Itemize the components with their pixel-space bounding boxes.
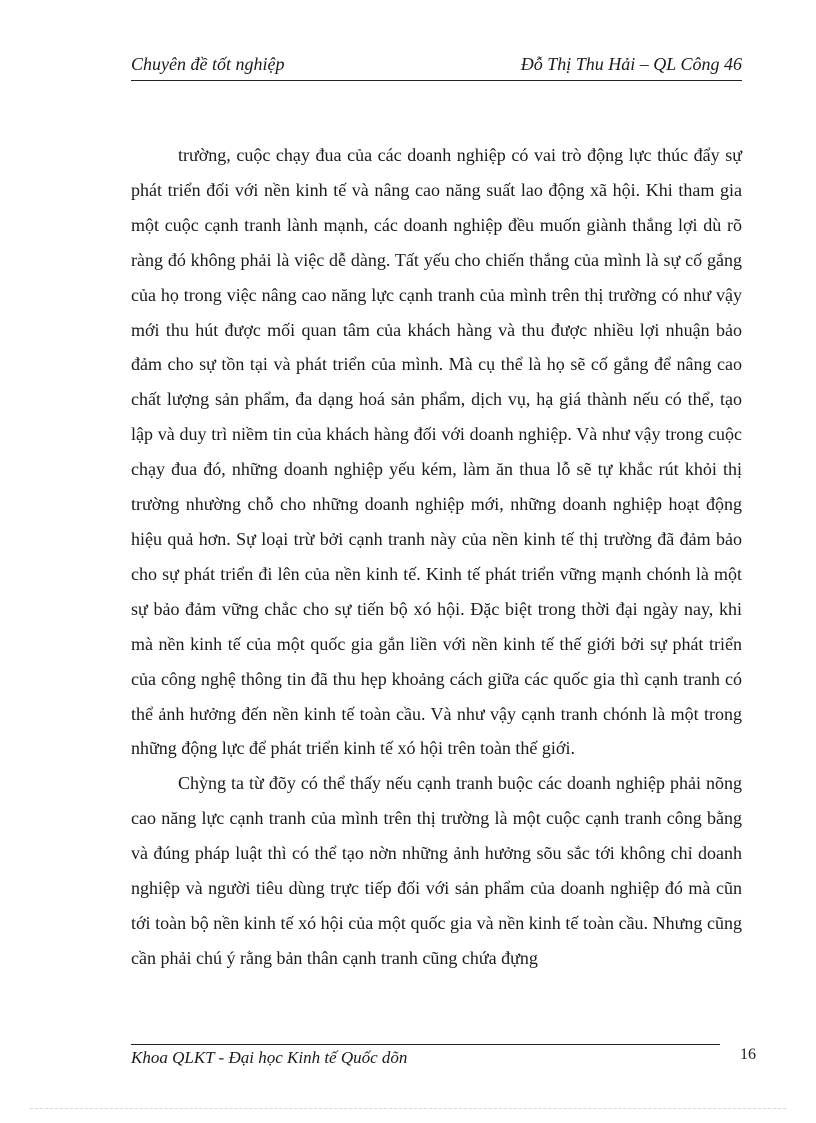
page-bottom-divider [30,1108,786,1109]
body-text [131,138,742,976]
footer-faculty: Khoa QLKT - Đại học Kinh tế Quốc dõn [131,1048,408,1067]
page-header [131,50,742,81]
page-number: 16 [740,1046,756,1063]
paragraph: Chỳng ta từ đõy có thể thấy nếu cạnh tranh buộc các doanh nghiệp phải nõng cao năng lực cạnh tranh của mình trên thị trường là một cuộc cạnh tranh công bằng và đúng pháp luật thì có thể tạo nờn những ảnh hưởng sõu sắc tới không chỉ doanh nghiệp và người tiêu dùng trực tiếp đối với sản phẩm của doanh nghiệp đó mà cũn tới toàn bộ nền kinh tế xó hội của một quốc gia và nền kinh tế toàn cầu. Nhưng cũng cần phải chú ý rằng bản thân cạnh tranh cũng chứa đựng [131,773,742,968]
paragraph: trường, cuộc chạy đua của các doanh nghiệp có vai trò động lực thúc đẩy sự phát triển đối với nền kinh tế và nâng cao năng suất lao động xã hội. Khi tham gia một cuộc cạnh tranh lành mạnh, các doanh nghiệp đều muốn giành thắng lợi dù rõ ràng đó không phải là việc dễ dàng. Tất yếu cho chiến thắng của mình là sự cố gắng của họ trong việc nâng cao năng lực cạnh tranh của mình trên thị trường có như vậy mới thu hút được mối quan tâm của khách hàng và thu được nhiều lợi nhuận bảo đảm cho sự tồn tại và phát triển của mình. Mà cụ thể là họ sẽ cố gắng để nâng cao chất lượng sản phẩm, đa dạng hoá sản phẩm, dịch vụ, hạ giá thành nếu có thể, tạo lập và duy trì niềm tin của khách hàng đối với doanh nghiệp. Và như vậy trong cuộc chạy đua đó, những doanh nghiệp yếu kém, làm ăn thua lỗ sẽ tự khắc rút khỏi thị trường nhường chỗ cho những doanh nghiệp mới, những doanh nghiệp hoạt động hiệu quả hơn. Sự loại trừ bởi cạnh tranh này của nền kinh tế thị trường đã đảm bảo cho sự phát triển đi lên của nền kinh tế. Kinh tế phát triển vững mạnh chónh là một sự bảo đảm vững chắc cho sự tiến bộ xó hội. Đặc biệt trong thời đại ngày nay, khi mà nền kinh tế của một quốc gia gắn liền với nền kinh tế thế giới bởi sự phát triển của công nghệ thông tin đã thu hẹp khoảng cách giữa các quốc gia thì cạnh tranh có thể ảnh hưởng đến nền kinh tế toàn cầu. Và như vậy cạnh tranh chónh là một trong những động lực để phát triển kinh tế xó hội trên toàn thế giới. [131,145,742,759]
header-author: Đỗ Thị Thu Hải – QL Công 46 [520,54,742,74]
footer-divider [131,1044,720,1045]
header-title: Chuyên đề tốt nghiệp [131,54,285,74]
